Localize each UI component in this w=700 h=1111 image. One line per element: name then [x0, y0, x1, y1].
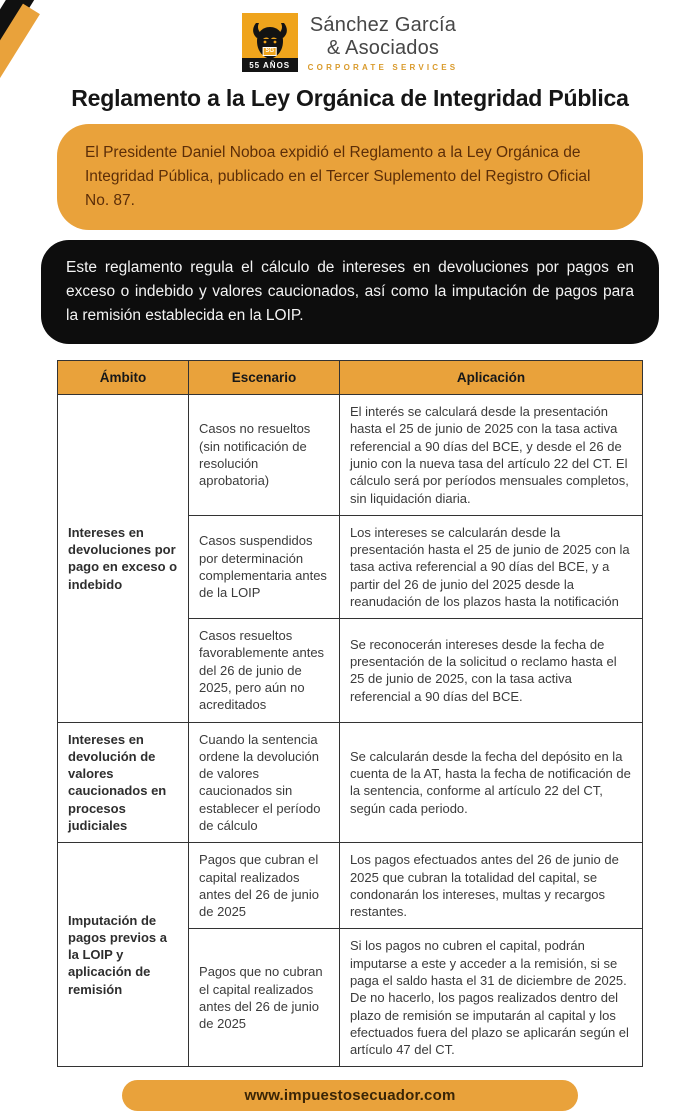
- ambito-cell-intereses-devoluciones: Intereses en devoluciones por pago en exceso o indebido: [58, 395, 189, 723]
- intro-summary-box: Este reglamento regula el cálculo de intereses en devoluciones por pagos en exceso o indebido y valores caucionados, así como la imputación de pagos para la remisión establecida en la LOIP.: [41, 240, 659, 344]
- footer: [0, 1080, 700, 1111]
- brand-name-line1: Sánchez García: [309, 13, 457, 36]
- logo-square: [242, 13, 298, 58]
- brand-text: [308, 14, 459, 72]
- brand-tagline: CORPORATE SERVICES: [307, 62, 459, 72]
- escenario-cell: Casos no resueltos (sin notificación de resolución aprobatoria): [189, 395, 340, 516]
- aplicacion-cell: Si los pagos no cubren el capital, podrán imputarse a este y acceder a la remisión, si se paga el saldo hasta el 31 de diciembre de 2025. De no hacerlo, los pagos realizados dentro del plazo de remisión se imputarán al capital y los efectuados fuera del plazo se aplicarán según el artículo 47 del CT.: [339, 929, 642, 1067]
- column-header-aplicacion: Aplicación: [339, 361, 642, 395]
- aplicacion-cell: Se calcularán desde la fecha del depósito en la cuenta de la AT, hasta la fecha de notificación de la sentencia, conforme al artículo 22 del CT, según cada periodo.: [339, 722, 642, 843]
- escenario-cell: Casos suspendidos por determinación complementaria antes de la LOIP: [189, 515, 340, 618]
- logo-years-band: 55 AÑOS: [242, 58, 298, 72]
- brand-header: [0, 0, 700, 72]
- brand-logo: [242, 13, 298, 72]
- page-title: Reglamento a la Ley Orgánica de Integridad Pública: [71, 85, 629, 111]
- table-row: [58, 395, 643, 516]
- table-row: [58, 843, 643, 929]
- website-link[interactable]: www.impuestosecuador.com: [122, 1080, 578, 1111]
- aplicacion-cell: El interés se calculará desde la presentación hasta el 25 de junio de 2025 con la tasa activa referencial a 90 días del BCE, y desde el 26 de junio con la nueva tasa del artículo 22 del CT. El cálculo será por períodos mensuales completos, sin liquidación diaria.: [339, 395, 642, 516]
- regulation-table: [57, 360, 643, 1067]
- column-header-escenario: Escenario: [189, 361, 340, 395]
- escenario-cell: Pagos que no cubran el capital realizados antes del 26 de junio de 2025: [189, 929, 340, 1067]
- table-header-row: [58, 361, 643, 395]
- aplicacion-cell: Se reconocerán intereses desde la fecha de presentación de la solicitud o reclamo hasta el 25 de junio de 2025, con la tasa activa referencial a 90 días del BCE.: [339, 619, 642, 722]
- escenario-cell: Cuando la sentencia ordene la devolución de valores caucionados sin establecer el período de cálculo: [189, 722, 340, 843]
- ambito-cell-imputacion-pagos: Imputación de pagos previos a la LOIP y aplicación de remisión: [58, 843, 189, 1067]
- intro-highlight-box: El Presidente Daniel Noboa expidió el Reglamento a la Ley Orgánica de Integridad Pública, publicado en el Tercer Suplemento del Registro Oficial No. 87.: [57, 124, 643, 230]
- table-row: [58, 722, 643, 843]
- escenario-cell: Pagos que cubran el capital realizados antes del 26 de junio de 2025: [189, 843, 340, 929]
- aplicacion-cell: Los intereses se calcularán desde la presentación hasta el 25 de junio de 2025 con la tasa activa referencial a 90 días del BCE, y a partir del 26 de junio del 2025 desde la reanudación de los plazos hasta la notificación: [339, 515, 642, 618]
- aplicacion-cell: Los pagos efectuados antes del 26 de junio de 2025 que cubran la totalidad del capital, se condonarán los intereses, multas y recargos restantes.: [339, 843, 642, 929]
- escenario-cell: Casos resueltos favorablemente antes del 26 de junio de 2025, pero aún no acreditados: [189, 619, 340, 722]
- column-header-ambito: Ámbito: [58, 361, 189, 395]
- logo-initials-badge: SG: [262, 47, 277, 56]
- ambito-cell-valores-caucionados: Intereses en devolución de valores caucionados en procesos judiciales: [58, 722, 189, 843]
- brand-name-line2: & Asociados: [326, 36, 440, 59]
